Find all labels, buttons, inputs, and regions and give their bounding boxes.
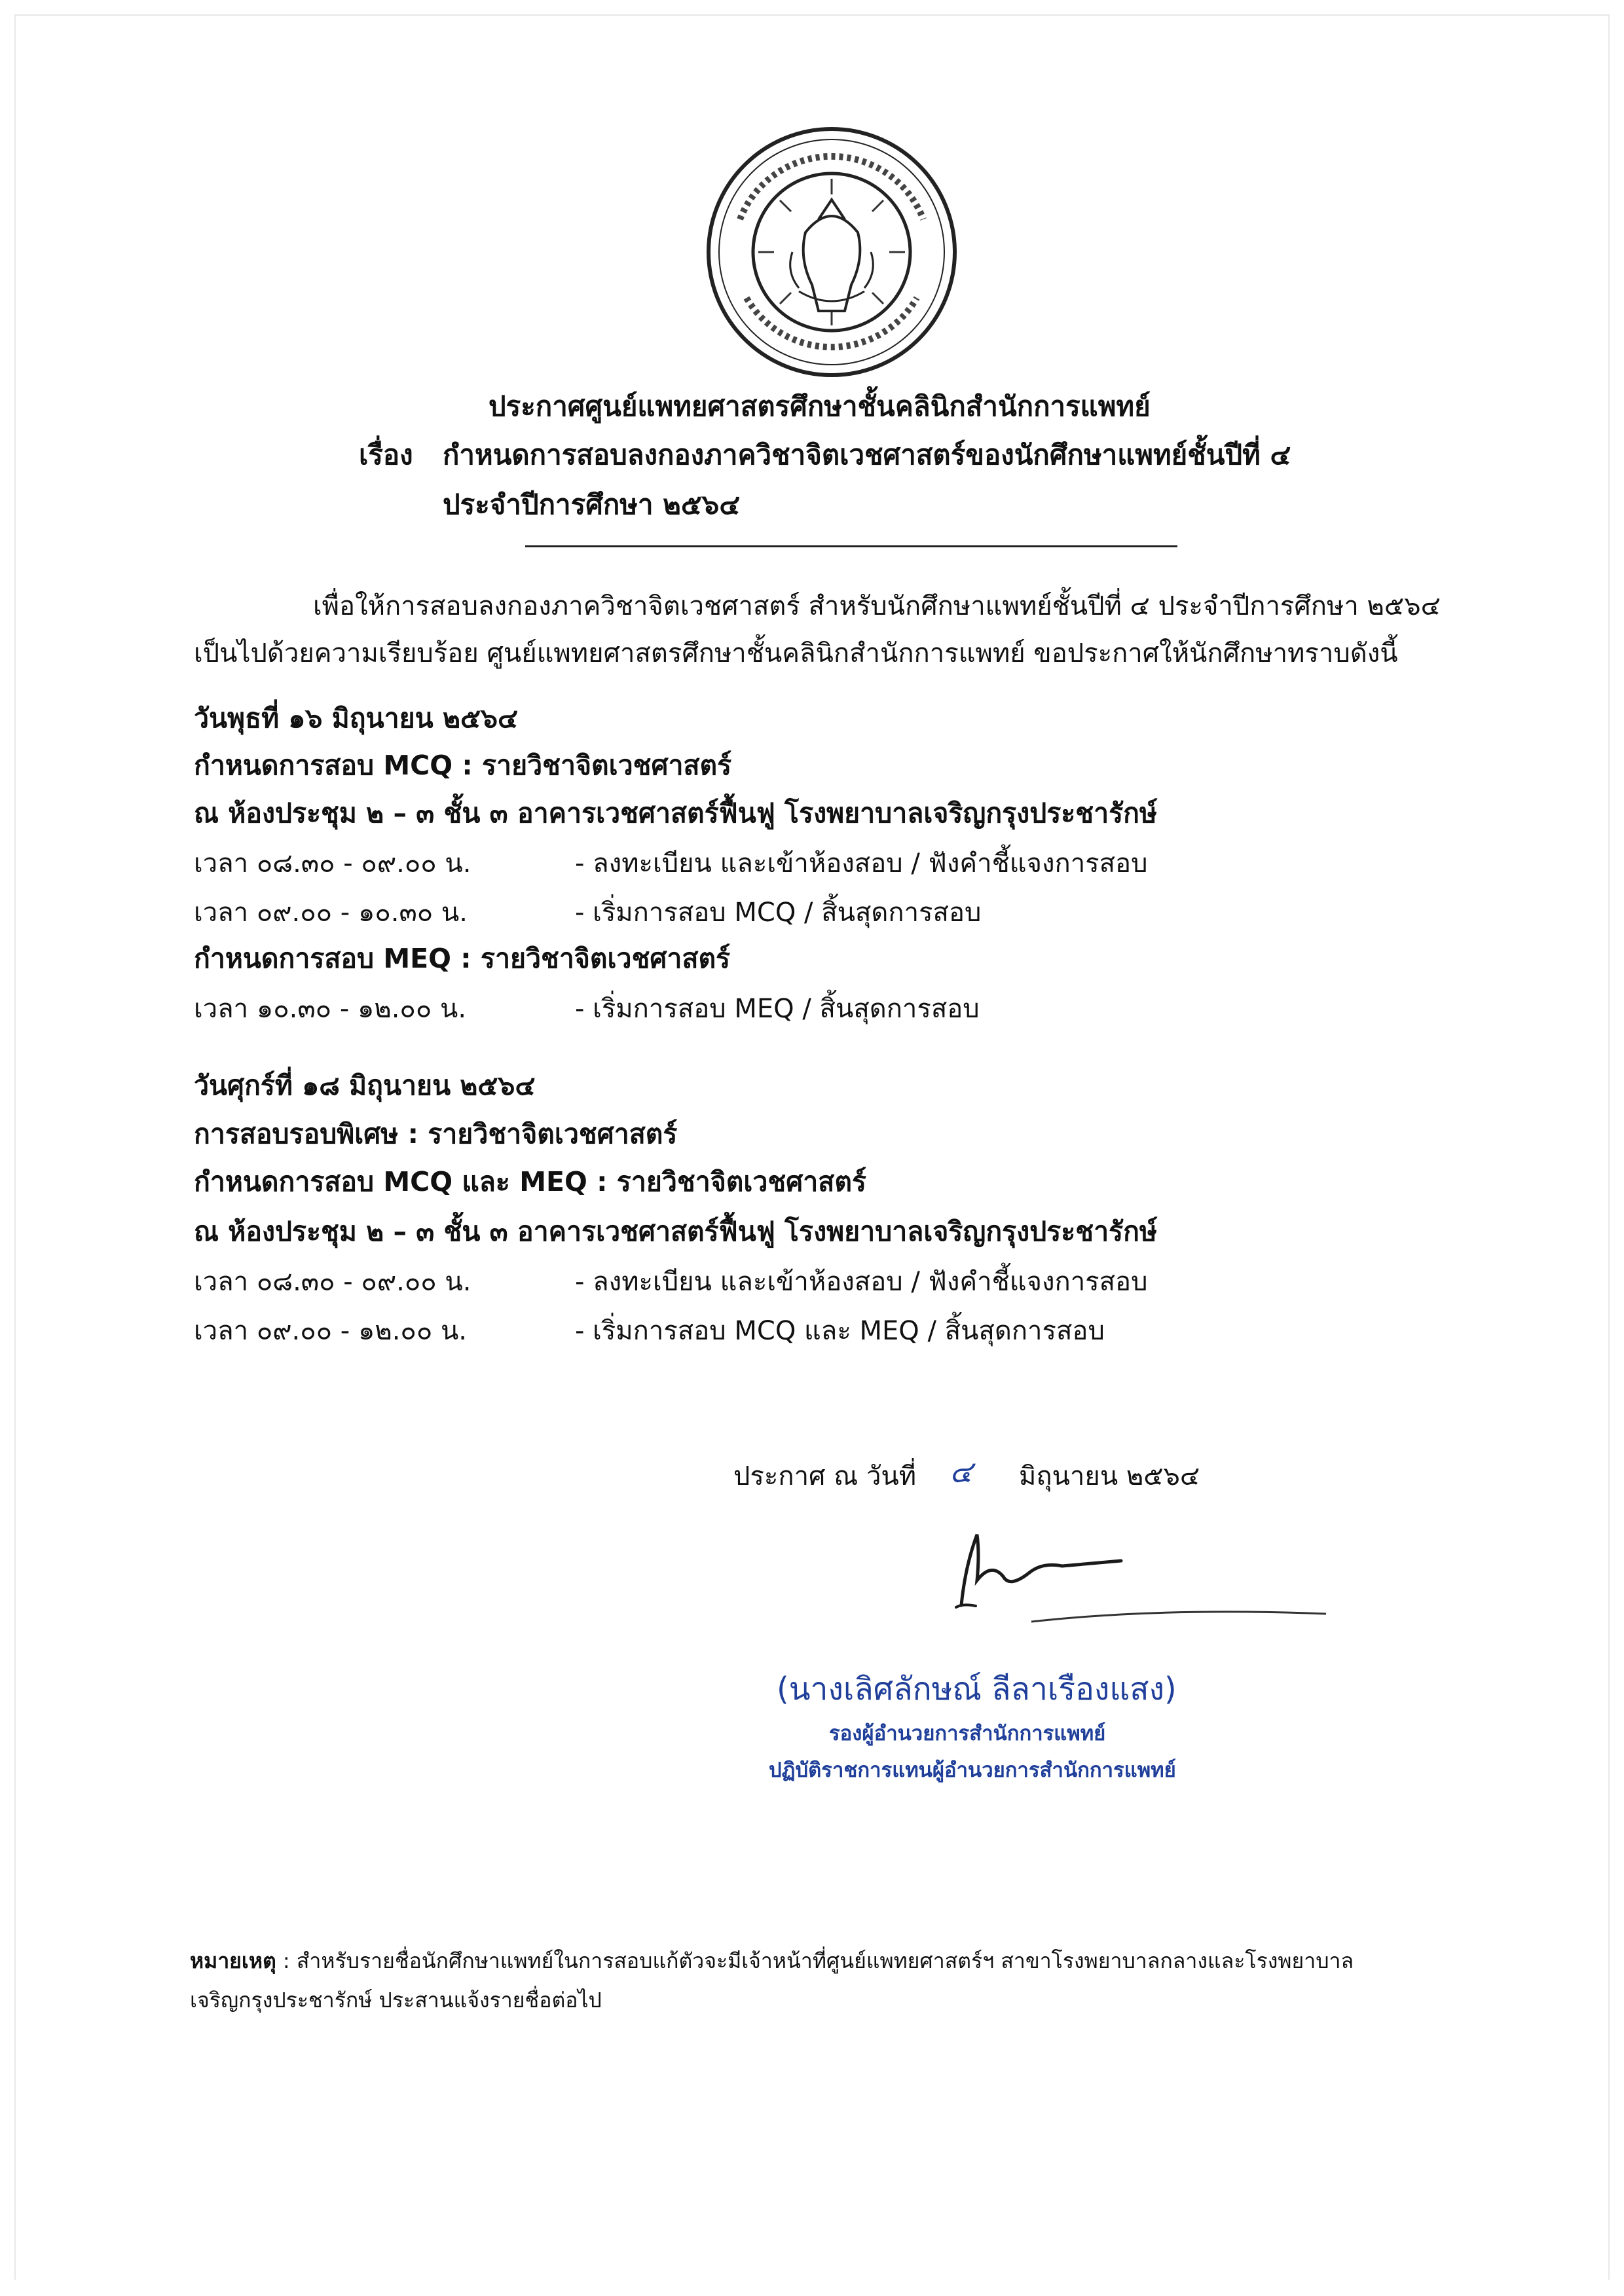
day2-row1-desc: - ลงทะเบียน และเข้าห้องสอบ / ฟังคำชี้แจงการสอบ [575,1267,1148,1297]
announce-date-day: ๔ [950,1454,972,1489]
day1-row1-desc: - ลงทะเบียน และเข้าห้องสอบ / ฟังคำชี้แจงการสอบ [575,848,1148,879]
note-line-2: เจริญกรุงประชารักษ์ ประสานแจ้งรายชื่อต่อไป [190,1988,602,2013]
day2-row2-desc: - เริ่มการสอบ MCQ และ MEQ / สิ้นสุดการสอบ [575,1316,1105,1346]
note-label: หมายเหตุ [190,1948,276,1973]
academic-year-line: ประจำปีการศึกษา ๒๕๖๔ [443,488,741,520]
signer-name: (นางเลิศลักษณ์ ลีลาเรืองแสง) [777,1671,1177,1707]
scan-edge-right [1608,14,1610,2280]
intro-line-2: เป็นไปด้วยความเรียบร้อย ศูนย์แพทยศาสตรศึกษาชั้นคลินิกสำนักการแพทย์ ขอประกาศให้นักศึกษาทราบดังนี้ [194,638,1398,668]
day1-meq-row-time: เวลา ๑๐.๓๐ - ๑๒.๐๐ น. [194,994,467,1024]
header-divider [525,545,1177,547]
scan-edge-left [14,14,16,2280]
day2-row1-time: เวลา ๐๘.๓๐ - ๐๙.๐๐ น. [194,1267,471,1297]
subject-label: เรื่อง [359,439,413,471]
day1-row2-time: เวลา ๐๙.๐๐ - ๑๐.๓๐ น. [194,898,468,928]
day1-meq-row-desc: - เริ่มการสอบ MEQ / สิ้นสุดการสอบ [575,994,980,1024]
day1-date: วันพุธที่ ๑๖ มิถุนายน ๒๕๖๔ [194,702,519,734]
day1-meq-heading: กำหนดการสอบ MEQ : รายวิชาจิตเวชศาสตร์ [194,943,731,974]
day1-row1-time: เวลา ๐๘.๓๐ - ๐๙.๐๐ น. [194,848,471,879]
day2-date: วันศุกร์ที่ ๑๘ มิถุนายน ๒๕๖๔ [194,1070,536,1101]
day1-mcq-heading: กำหนดการสอบ MCQ : รายวิชาจิตเวชศาสตร์ [194,750,732,781]
day2-row2-time: เวลา ๐๙.๐๐ - ๑๒.๐๐ น. [194,1316,468,1346]
note-line-1 [190,1944,1354,1978]
subject-text: กำหนดการสอบลงกองภาควิชาจิตเวชศาสตร์ของนักศึกษาแพทย์ชั้นปีที่ ๔ [443,439,1291,471]
announcement-title: ประกาศศูนย์แพทยศาสตรศึกษาชั้นคลินิกสำนักการแพทย์ [489,390,1151,422]
signer-title-1: รองผู้อำนวยการสำนักการแพทย์ [829,1722,1106,1745]
signer-title-2: ปฏิบัติราชการแทนผู้อำนวยการสำนักการแพทย์ [769,1758,1176,1782]
note-text-1: : สำหรับรายชื่อนักศึกษาแพทย์ในการสอบแก้ตัวจะมีเจ้าหน้าที่ศูนย์แพทยศาสตร์ฯ สาขาโรงพยาบาลกลางและโรงพยาบาล [276,1948,1354,1973]
announce-date-prefix: ประกาศ ณ วันที่ [733,1461,917,1491]
day1-row2-desc: - เริ่มการสอบ MCQ / สิ้นสุดการสอบ [575,898,982,928]
signature-underline [1028,1607,1329,1627]
day2-special-round: การสอบรอบพิเศษ : รายวิชาจิตเวชศาสตร์ [194,1118,678,1150]
intro-line-1: เพื่อให้การสอบลงกองภาควิชาจิตเวชศาสตร์ สำหรับนักศึกษาแพทย์ชั้นปีที่ ๔ ประจำปีการศึกษา ๒๕๖๔ [313,591,1441,621]
scan-edge-top [14,14,1610,16]
day2-heading: กำหนดการสอบ MCQ และ MEQ : รายวิชาจิตเวชศาสตร์ [194,1166,866,1197]
announce-date-month-year: มิถุนายน ๒๕๖๔ [1019,1461,1200,1491]
bma-seal-logo [701,121,963,383]
day2-venue: ณ ห้องประชุม ๒ – ๓ ชั้น ๓ อาคารเวชศาสตร์ฟื้นฟู โรงพยาบาลเจริญกรุงประชารักษ์ [194,1216,1157,1247]
day1-venue: ณ ห้องประชุม ๒ – ๓ ชั้น ๓ อาคารเวชศาสตร์ฟื้นฟู โรงพยาบาลเจริญกรุงประชารักษ์ [194,797,1157,829]
